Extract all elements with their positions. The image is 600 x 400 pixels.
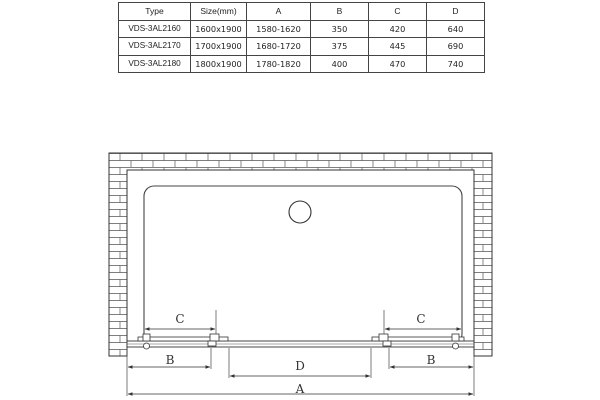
cell-c: 420 bbox=[369, 20, 427, 38]
cell-b: 350 bbox=[311, 20, 369, 38]
dim-d-label: D bbox=[295, 359, 305, 373]
cell-type: VDS-3AL2180 bbox=[119, 55, 191, 73]
cell-a: 1680-1720 bbox=[247, 38, 311, 56]
cell-b: 375 bbox=[311, 38, 369, 56]
cell-size: 1700x1900 bbox=[191, 38, 247, 56]
dim-c-left-label: C bbox=[175, 312, 185, 326]
dim-c-right-label: C bbox=[416, 312, 426, 326]
cell-type: VDS-3AL2170 bbox=[119, 38, 191, 56]
header-b: B bbox=[311, 3, 369, 21]
dim-b-left-label: B bbox=[165, 353, 175, 367]
drain-icon bbox=[289, 201, 311, 223]
cell-b: 400 bbox=[311, 55, 369, 73]
dim-a-label: A bbox=[295, 382, 305, 396]
cell-d: 740 bbox=[427, 55, 485, 73]
cell-type: VDS-3AL2160 bbox=[119, 20, 191, 38]
brick-wall bbox=[109, 153, 492, 356]
header-a: A bbox=[247, 3, 311, 21]
cell-a: 1580-1620 bbox=[247, 20, 311, 38]
cell-c: 445 bbox=[369, 38, 427, 56]
header-size: Size(mm) bbox=[191, 3, 247, 21]
header-d: D bbox=[427, 3, 485, 21]
cell-d: 640 bbox=[427, 20, 485, 38]
header-c: C bbox=[369, 3, 427, 21]
header-type: Type bbox=[119, 3, 191, 21]
dim-b-right-label: B bbox=[426, 353, 436, 367]
cell-c: 470 bbox=[369, 55, 427, 73]
cell-a: 1780-1820 bbox=[247, 55, 311, 73]
cell-d: 690 bbox=[427, 38, 485, 56]
cell-size: 1800x1900 bbox=[191, 55, 247, 73]
cell-size: 1600x1900 bbox=[191, 20, 247, 38]
